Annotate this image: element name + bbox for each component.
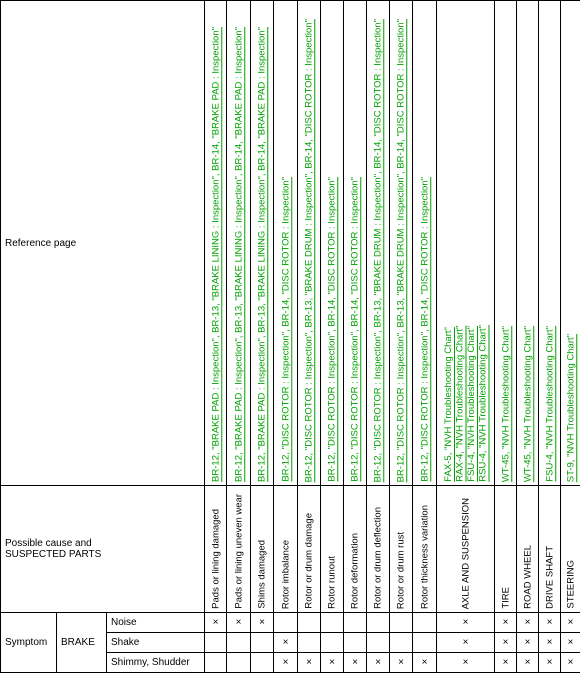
cause-cell <box>539 486 561 613</box>
symptom-mark-cell <box>205 653 227 673</box>
cause-label: Pads or lining uneven wear <box>233 494 245 609</box>
reference-row <box>1 1 580 486</box>
symptom-mark-cell <box>321 653 344 673</box>
symptom-mark-cell <box>298 633 321 653</box>
cross-mark: × <box>503 657 509 668</box>
cause-row <box>1 486 580 613</box>
cause-label: Rotor or drum deflection <box>372 507 384 609</box>
symptom-mark-cell <box>495 633 517 653</box>
cause-cell <box>561 486 580 613</box>
symptom-mark-cell <box>495 613 517 633</box>
symptom-mark-cell <box>205 633 227 653</box>
reference-links <box>349 177 361 482</box>
symptom-mark-cell <box>413 613 437 633</box>
cause-cell <box>437 486 495 613</box>
reference-links <box>419 177 431 482</box>
symptom-mark-cell <box>344 633 367 653</box>
cross-mark: × <box>503 617 509 628</box>
cross-mark: × <box>306 657 312 668</box>
cross-mark: × <box>568 617 574 628</box>
symptom-mark-cell <box>227 613 251 633</box>
cause-cell <box>413 486 437 613</box>
symptom-mark-cell <box>321 633 344 653</box>
ref-cell <box>227 1 251 486</box>
cause-cell <box>390 486 413 613</box>
cause-label: ROAD WHEEL <box>522 545 534 609</box>
cause-cell <box>251 486 274 613</box>
cause-cell <box>227 486 251 613</box>
symptom-mark-cell <box>367 633 390 653</box>
symptom-mark-cell <box>390 653 413 673</box>
ref-cell <box>367 1 390 486</box>
reference-links <box>210 27 222 482</box>
symptom-name: Shimmy, Shudder <box>107 653 205 673</box>
reference-link[interactable]: BR-12, "DISC ROTOR : Inspection", BR-13, "BRAKE DRUM : Inspection", BR-14, "DISC ROTOR : Inspection" <box>395 19 407 482</box>
ref-cell <box>539 1 561 486</box>
cause-cell <box>517 486 539 613</box>
cause-label: Rotor thickness variation <box>419 505 431 609</box>
symptom-mark-cell <box>344 613 367 633</box>
cross-mark: × <box>547 617 553 628</box>
reference-link[interactable]: BR-12, "DISC ROTOR : Inspection", BR-14, "DISC ROTOR : Inspection" <box>326 177 338 482</box>
cross-mark: × <box>525 617 531 628</box>
cross-mark: × <box>236 617 242 628</box>
symptom-mark-cell <box>539 653 561 673</box>
cross-mark: × <box>283 657 289 668</box>
reference-links <box>500 326 512 482</box>
symptom-mark-cell <box>251 653 274 673</box>
symptom-mark-cell <box>367 653 390 673</box>
cause-cell <box>298 486 321 613</box>
symptom-mark-cell <box>539 613 561 633</box>
ref-cell <box>298 1 321 486</box>
cross-mark: × <box>525 657 531 668</box>
symptom-row <box>1 613 580 633</box>
cause-label: DRIVE SHAFT <box>544 546 556 609</box>
cross-mark: × <box>352 657 358 668</box>
ref-cell <box>390 1 413 486</box>
cause-label: STEERING <box>565 560 577 609</box>
reference-link[interactable]: BR-12, "DISC ROTOR : Inspection", BR-14, "DISC ROTOR : Inspection" <box>349 177 361 482</box>
cause-cell <box>495 486 517 613</box>
cross-mark: × <box>525 637 531 648</box>
symptom-mark-cell <box>561 613 580 633</box>
cross-mark: × <box>547 637 553 648</box>
cross-mark: × <box>329 657 335 668</box>
symptom-mark-cell <box>274 633 298 653</box>
cross-mark: × <box>503 637 509 648</box>
symptom-mark-cell <box>517 653 539 673</box>
symptom-mark-cell <box>274 613 298 633</box>
symptom-name: Shake <box>107 633 205 653</box>
ref-cell <box>251 1 274 486</box>
ref-cell <box>274 1 298 486</box>
cross-mark: × <box>463 617 469 628</box>
symptom-mark-cell <box>227 633 251 653</box>
reference-links <box>326 177 338 482</box>
symptom-mark-cell <box>561 633 580 653</box>
ref-cell <box>517 1 539 486</box>
cause-label: Rotor or drum damage <box>303 513 315 609</box>
symptom-mark-cell <box>437 653 495 673</box>
cross-mark: × <box>463 637 469 648</box>
symptom-mark-cell <box>344 653 367 673</box>
brake-label: BRAKE <box>57 613 107 673</box>
symptom-mark-cell <box>437 633 495 653</box>
cross-mark: × <box>568 637 574 648</box>
cross-mark: × <box>547 657 553 668</box>
symptom-mark-cell <box>298 653 321 673</box>
symptom-mark-cell <box>251 613 274 633</box>
reference-links <box>372 19 384 482</box>
ref-cell <box>344 1 367 486</box>
symptom-mark-cell <box>561 653 580 673</box>
symptom-mark-cell <box>495 653 517 673</box>
cause-label: Rotor runout <box>326 556 338 609</box>
reference-link[interactable]: FAX-5, "NVH Troubleshooting Chart" <box>443 325 455 482</box>
symptom-mark-cell <box>517 633 539 653</box>
cause-label: Rotor or drum rust <box>395 532 407 609</box>
reference-link[interactable]: BR-12, "BRAKE PAD : Inspection", BR-13, "BRAKE LINING : Inspection", BR-14, "BRAKE PAD : Inspection" <box>233 27 245 482</box>
cross-mark: × <box>213 617 219 628</box>
reference-links <box>303 19 315 482</box>
symptom-mark-cell <box>274 653 298 673</box>
cause-label: AXLE AND SUSPENSION <box>460 498 472 609</box>
reference-links <box>395 19 407 482</box>
reference-link[interactable]: WT-45, "NVH Troubleshooting Chart" <box>500 326 512 482</box>
symptom-mark-cell <box>517 613 539 633</box>
ref-cell <box>437 1 495 486</box>
symptom-mark-cell <box>437 613 495 633</box>
cause-label: Rotor imbalance <box>280 540 292 609</box>
cause-cell <box>344 486 367 613</box>
cross-mark: × <box>283 637 289 648</box>
symptom-mark-cell <box>205 613 227 633</box>
reference-link[interactable]: FSU-4, "NVH Troubleshooting Chart" <box>466 325 478 482</box>
reference-link[interactable]: RSU-4, "NVH Troubleshooting Chart" <box>477 325 489 482</box>
ref-cell <box>413 1 437 486</box>
cross-mark: × <box>568 657 574 668</box>
cross-mark: × <box>463 657 469 668</box>
reference-link[interactable]: BR-12, "BRAKE PAD : Inspection", BR-13, "BRAKE LINING : Inspection", BR-14, "BRAKE PAD : Inspection" <box>210 27 222 482</box>
cause-cell <box>367 486 390 613</box>
reference-link[interactable]: FSU-4, "NVH Troubleshooting Chart" <box>544 326 556 482</box>
reference-link[interactable]: RAX-4, "NVH Troubleshooting Chart" <box>454 325 466 482</box>
symptom-mark-cell <box>321 613 344 633</box>
symptom-mark-cell <box>413 653 437 673</box>
reference-link[interactable]: BR-12, "DISC ROTOR : Inspection", BR-14, "DISC ROTOR : Inspection" <box>280 177 292 482</box>
cause-label: Rotor deformation <box>349 533 361 609</box>
symptom-mark-cell <box>390 613 413 633</box>
reference-links <box>280 177 292 482</box>
ref-cell <box>205 1 227 486</box>
reference-link[interactable]: BR-12, "DISC ROTOR : Inspection", BR-13, "BRAKE DRUM : Inspection", BR-14, "DISC ROTOR : Inspection" <box>303 19 315 482</box>
cross-mark: × <box>398 657 404 668</box>
symptom-name: Noise <box>107 613 205 633</box>
cause-cell <box>205 486 227 613</box>
symptom-mark-cell <box>390 633 413 653</box>
symptom-mark-cell <box>298 613 321 633</box>
symptom-mark-cell <box>227 653 251 673</box>
reference-page-label: Reference page <box>1 1 205 486</box>
reference-links <box>544 326 556 482</box>
reference-links <box>233 27 245 482</box>
reference-links <box>256 27 268 482</box>
cross-mark: × <box>375 657 381 668</box>
symptom-label: Symptom <box>1 613 57 673</box>
cause-label: Pads or lining damaged <box>210 509 222 609</box>
ref-cell <box>561 1 580 486</box>
reference-link[interactable]: BR-12, "DISC ROTOR : Inspection", BR-13, "BRAKE DRUM : Inspection", BR-14, "DISC ROTOR : Inspection" <box>372 19 384 482</box>
cause-label: Shims damaged <box>256 540 268 609</box>
symptom-mark-cell <box>539 633 561 653</box>
cause-label: TIRE <box>500 587 512 609</box>
possible-cause-label: Possible cause and SUSPECTED PARTS <box>1 486 205 613</box>
cause-cell <box>321 486 344 613</box>
reference-link[interactable]: ST-9, "NVH Troubleshooting Chart" <box>565 334 577 482</box>
cross-mark: × <box>422 657 428 668</box>
reference-link[interactable]: BR-12, "BRAKE PAD : Inspection", BR-13, "BRAKE LINING : Inspection", BR-14, "BRAKE PAD : Inspection" <box>256 27 268 482</box>
reference-link[interactable]: BR-12, "DISC ROTOR : Inspection", BR-14, "DISC ROTOR : Inspection" <box>419 177 431 482</box>
reference-links <box>522 326 534 482</box>
cross-mark: × <box>259 617 265 628</box>
ref-cell <box>321 1 344 486</box>
reference-links <box>565 334 577 482</box>
reference-links <box>443 325 489 482</box>
reference-link[interactable]: WT-45, "NVH Troubleshooting Chart" <box>522 326 534 482</box>
symptom-mark-cell <box>413 633 437 653</box>
cause-cell <box>274 486 298 613</box>
symptom-mark-cell <box>367 613 390 633</box>
symptom-mark-cell <box>251 633 274 653</box>
ref-cell <box>495 1 517 486</box>
